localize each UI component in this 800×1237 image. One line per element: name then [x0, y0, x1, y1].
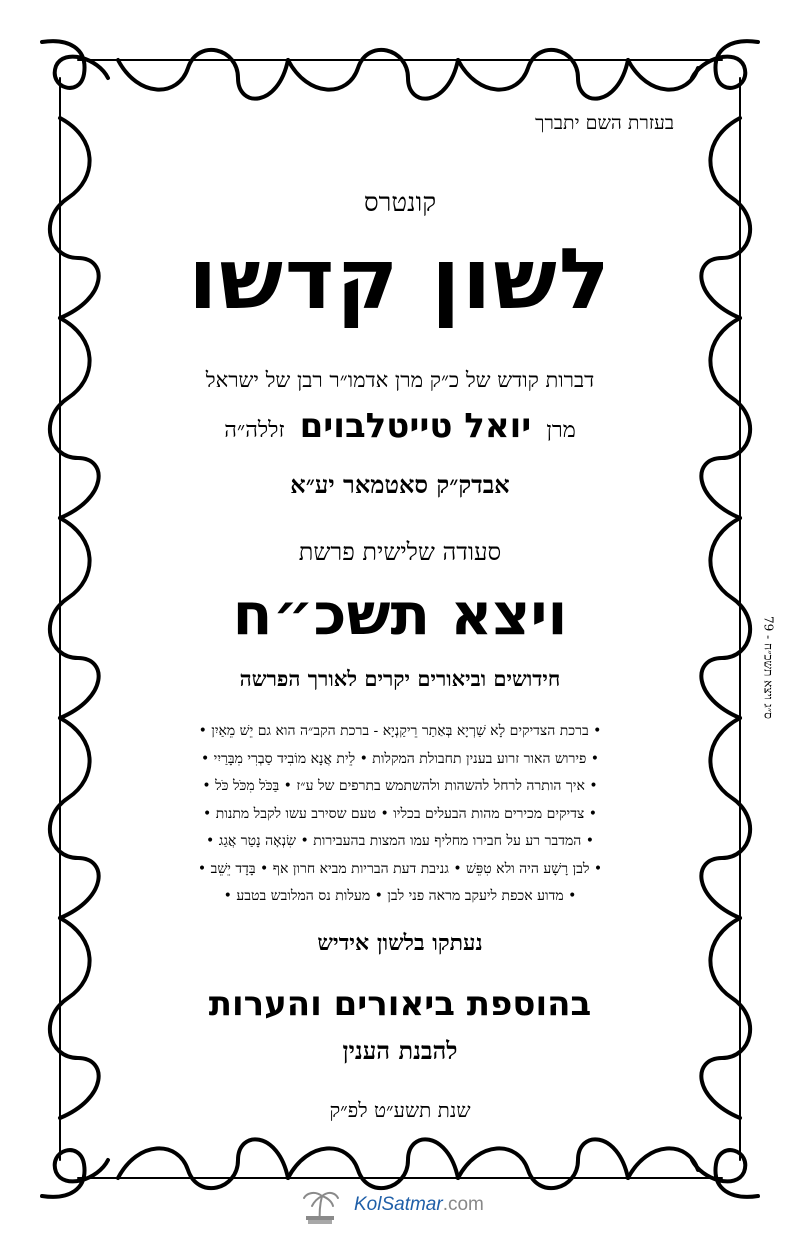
addition-heading: בהוספת ביאורים והערות	[208, 984, 592, 1024]
words-line: דברות קודש של כ״ק מרן אדמו״ר רבן של ישראל	[205, 368, 595, 392]
topic-line: • ברכת הצדיקים לָא שַׁרְיָא בְּאַתַר רֵיקַנְיָא - ברכת הקב״ה הוא גם יֵשׁ מֵאַיִן •	[198, 723, 602, 739]
topic-line: • מדוע אכפת ליעקב מראה פני לבן • מעלות נס המלובש בטבע •	[223, 888, 577, 904]
topics-list	[104, 718, 696, 911]
year-line: שנת תשע״ט לפ״ק	[329, 1098, 471, 1122]
av-beis-din: אבדק״ק סאטמאר יע״א	[290, 470, 510, 499]
topic-line: • לבן רָשָׁע היה ולא טִפֵּשׁ • גניבת דעת הבריות מביא חרון אף • בָּדָד יֵשֵׁב •	[197, 860, 603, 877]
rebbe-name: יואל טייטלבוים	[299, 406, 532, 446]
topic-line: • צדיקים מכירים מהות הבעלים בכליו • טעם שסירב עשו לקבל מתנות •	[202, 805, 597, 822]
rebbe-line	[110, 406, 690, 446]
topic-line: • המדבר רע על חבירו מחליף עמו המצות בהעבירות • שִׂנְאָה נָטַר אֲגַג •	[205, 833, 595, 849]
rebbe-suffix: זללה״ה	[224, 418, 285, 443]
kolsatmar-logo[interactable]	[300, 1186, 520, 1226]
rebbe-prefix: מרן	[546, 418, 576, 443]
understand-subheading: להבנת הענין	[342, 1036, 458, 1065]
side-note: ס״ג ויצא תשכ״ח - 79	[761, 616, 776, 719]
subtitle: חידושים וביאורים יקרים לאורך הפרשה	[239, 666, 561, 691]
kuntres-label: קונטרס	[363, 188, 437, 218]
logo-text: KolSatmar.com	[354, 1194, 484, 1215]
book-title: לשון קדשו	[188, 230, 612, 328]
parsha-title: ויצא תשכ״ח	[232, 580, 568, 648]
translated-note: נעתקו בלשון אידיש	[317, 930, 483, 956]
topic-line: • פירוש האור זרוע בענין תחבולת המקלות • לֵית אֲנָא מוֹבִיד סַבְרִי מִבָּרַיִי •	[200, 750, 600, 767]
blessing-header: בעזרת השם יתברך	[535, 112, 674, 134]
palm-tree-books-icon	[300, 1186, 340, 1226]
topic-line: • איך הותרה לרחל להשהות ולהשתמש בתרפים של ע״ז • בַּכֹּל מִכֹּל כֹּל •	[202, 778, 598, 794]
seuda-label: סעודה שלישית פרשת	[298, 538, 502, 566]
title-page	[110, 100, 690, 1160]
